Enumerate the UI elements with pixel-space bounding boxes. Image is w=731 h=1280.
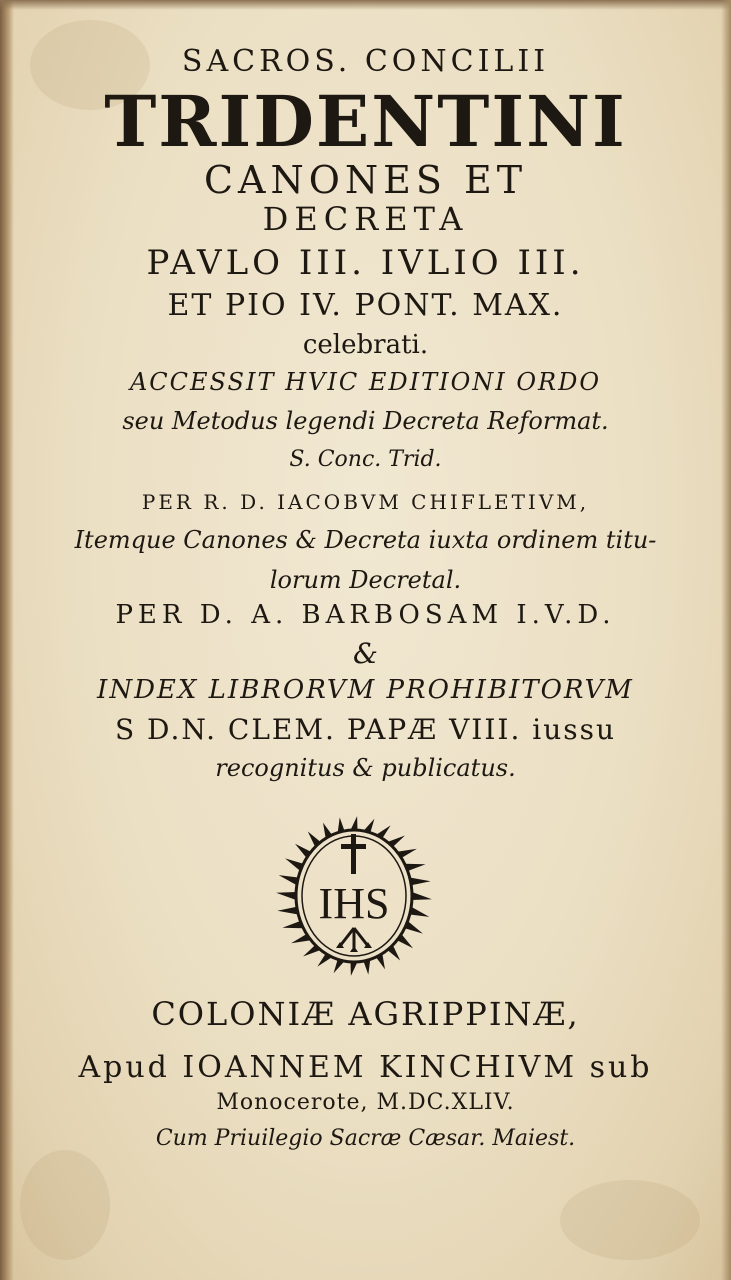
title-line-pio-iv: ET PIO IV. PONT. MAX.	[167, 288, 564, 323]
title-line-decretal: lorum Decretal.	[269, 566, 462, 594]
title-line-chifletium: PER R. D. IACOBVM CHIFLETIVM,	[141, 490, 590, 514]
title-line-clem-papae: S D.N. CLEM. PAPÆ VIII. iussu	[114, 713, 617, 746]
title-line-celebrati: celebrati.	[302, 330, 429, 360]
seal-ray	[410, 878, 431, 886]
title-line-metodus: seu Metodus legendi Decreta Reformat.	[122, 407, 609, 435]
title-line-popes: PAVLO III. IVLIO III.	[146, 243, 585, 283]
seal-ray	[351, 962, 358, 976]
ihs-sunburst-icon	[272, 812, 436, 976]
title-line-canones-et: CANONES ET	[203, 158, 528, 202]
title-line-tridentini: TRIDENTINI	[104, 80, 627, 163]
seal-ray	[351, 816, 358, 830]
title-line-recognitus: recognitus & publicatus.	[215, 754, 516, 782]
title-line-index: INDEX LIBRORVM PROHIBITORVM	[97, 675, 634, 705]
seal-ray	[276, 892, 296, 900]
title-line-barbosam: PER D. A. BARBOSAM I.V.D.	[115, 600, 616, 630]
seal-ray	[412, 892, 432, 900]
title-line-sacros-concilii: SACROS. CONCILII	[181, 44, 550, 79]
imprint-printer: Apud IOANNEM KINCHIVM sub	[78, 1050, 653, 1085]
imprint-city: COLONIÆ AGRIPPINÆ,	[151, 995, 580, 1033]
paper-stain	[560, 1180, 700, 1260]
title-line-decreta: DECRETA	[262, 200, 469, 238]
page-edge-top	[0, 0, 731, 10]
seal-ray	[279, 875, 299, 885]
title-line-conc-trid: S. Conc. Trid.	[289, 447, 442, 472]
seal-ray	[410, 907, 430, 917]
title-line-accessit: ACCESSIT HVIC EDITIONI ORDO	[129, 368, 602, 396]
ihs-monogram: IHS	[318, 879, 390, 928]
title-line-ampersand: &	[353, 637, 378, 670]
imprint-date: Monocerote, M.DC.XLIV.	[216, 1090, 515, 1115]
imprint-privilege: Cum Priuilegio Sacræ Cæsar. Maiest.	[155, 1126, 576, 1151]
paper-stain	[20, 1150, 110, 1260]
page-edge-left	[0, 0, 14, 1280]
title-line-itemque: Itemque Canones & Decreta iuxta ordinem titu-	[74, 526, 657, 554]
page-edge-right	[721, 0, 731, 1280]
seal-ray	[277, 907, 298, 915]
